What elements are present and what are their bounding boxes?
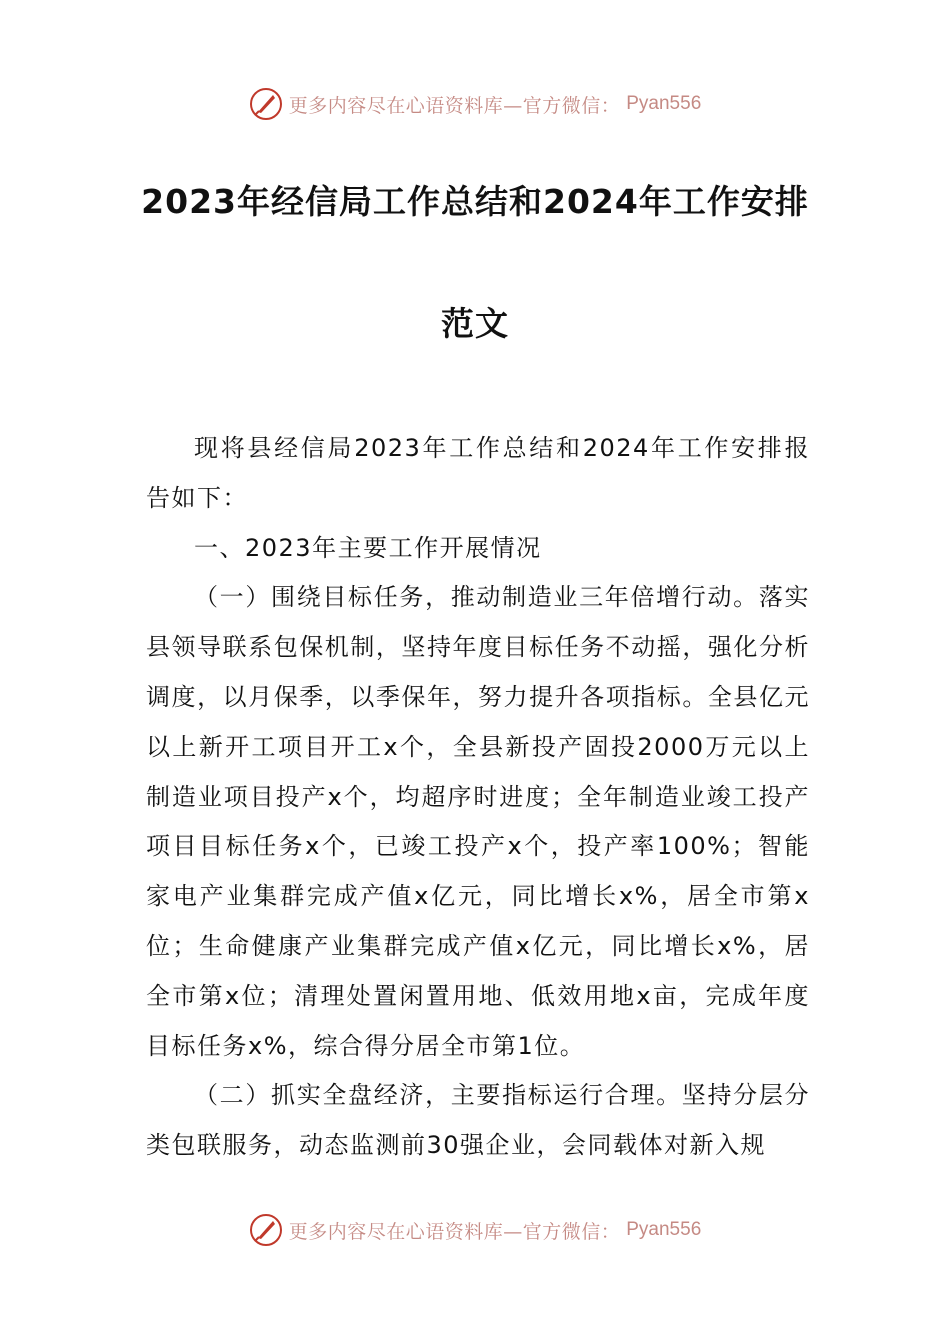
- document-title-line1: 2023年经信局工作总结和2024年工作安排: [141, 182, 809, 221]
- quill-logo-icon: [249, 87, 283, 121]
- paragraph-intro: 现将县经信局2023年工作总结和2024年工作安排报告如下：: [146, 434, 810, 512]
- watermark-banner-top: [0, 84, 950, 124]
- watermark-handle: Pyan556: [626, 1219, 702, 1240]
- quill-logo-icon: [249, 1213, 283, 1247]
- watermark-text: 更多内容尽在心语资料库—官方微信：: [288, 1220, 621, 1243]
- document-body: [146, 424, 810, 1171]
- watermark-banner-bottom: [0, 1210, 950, 1250]
- watermark-text: 更多内容尽在心语资料库—官方微信：: [288, 94, 621, 117]
- paragraph-item-2: （二）抓实全盘经济，主要指标运行合理。坚持分层分类包联服务，动态监测前30强企业，会同载体对新入规: [146, 1081, 810, 1160]
- paragraph-section-heading: 一、2023年主要工作开展情况: [194, 533, 542, 562]
- paragraph-item-1: （一）围绕目标任务，推动制造业三年倍增行动。落实县领导联系包保机制，坚持年度目标任务不动摇，强化分析调度，以月保季，以季保年，努力提升各项指标。全县亿元以上新开工项目开工x个，全县新投产固投2000万元以上制造业项目投产x个，均超序时进度；全年制造业竣工投产项目目标任务x个，已竣工投产x个，投产率100%；智能家电产业集群完成产值x亿元，同比增长x%，居全市第x位；生命健康产业集群完成产值x亿元，同比增长x%，居全市第x位；清理处置闲置用地、低效用地x亩，完成年度目标任务x%，综合得分居全市第1位。: [146, 583, 810, 1060]
- watermark-handle: Pyan556: [626, 93, 702, 114]
- document-title-line2: 范文: [441, 304, 509, 343]
